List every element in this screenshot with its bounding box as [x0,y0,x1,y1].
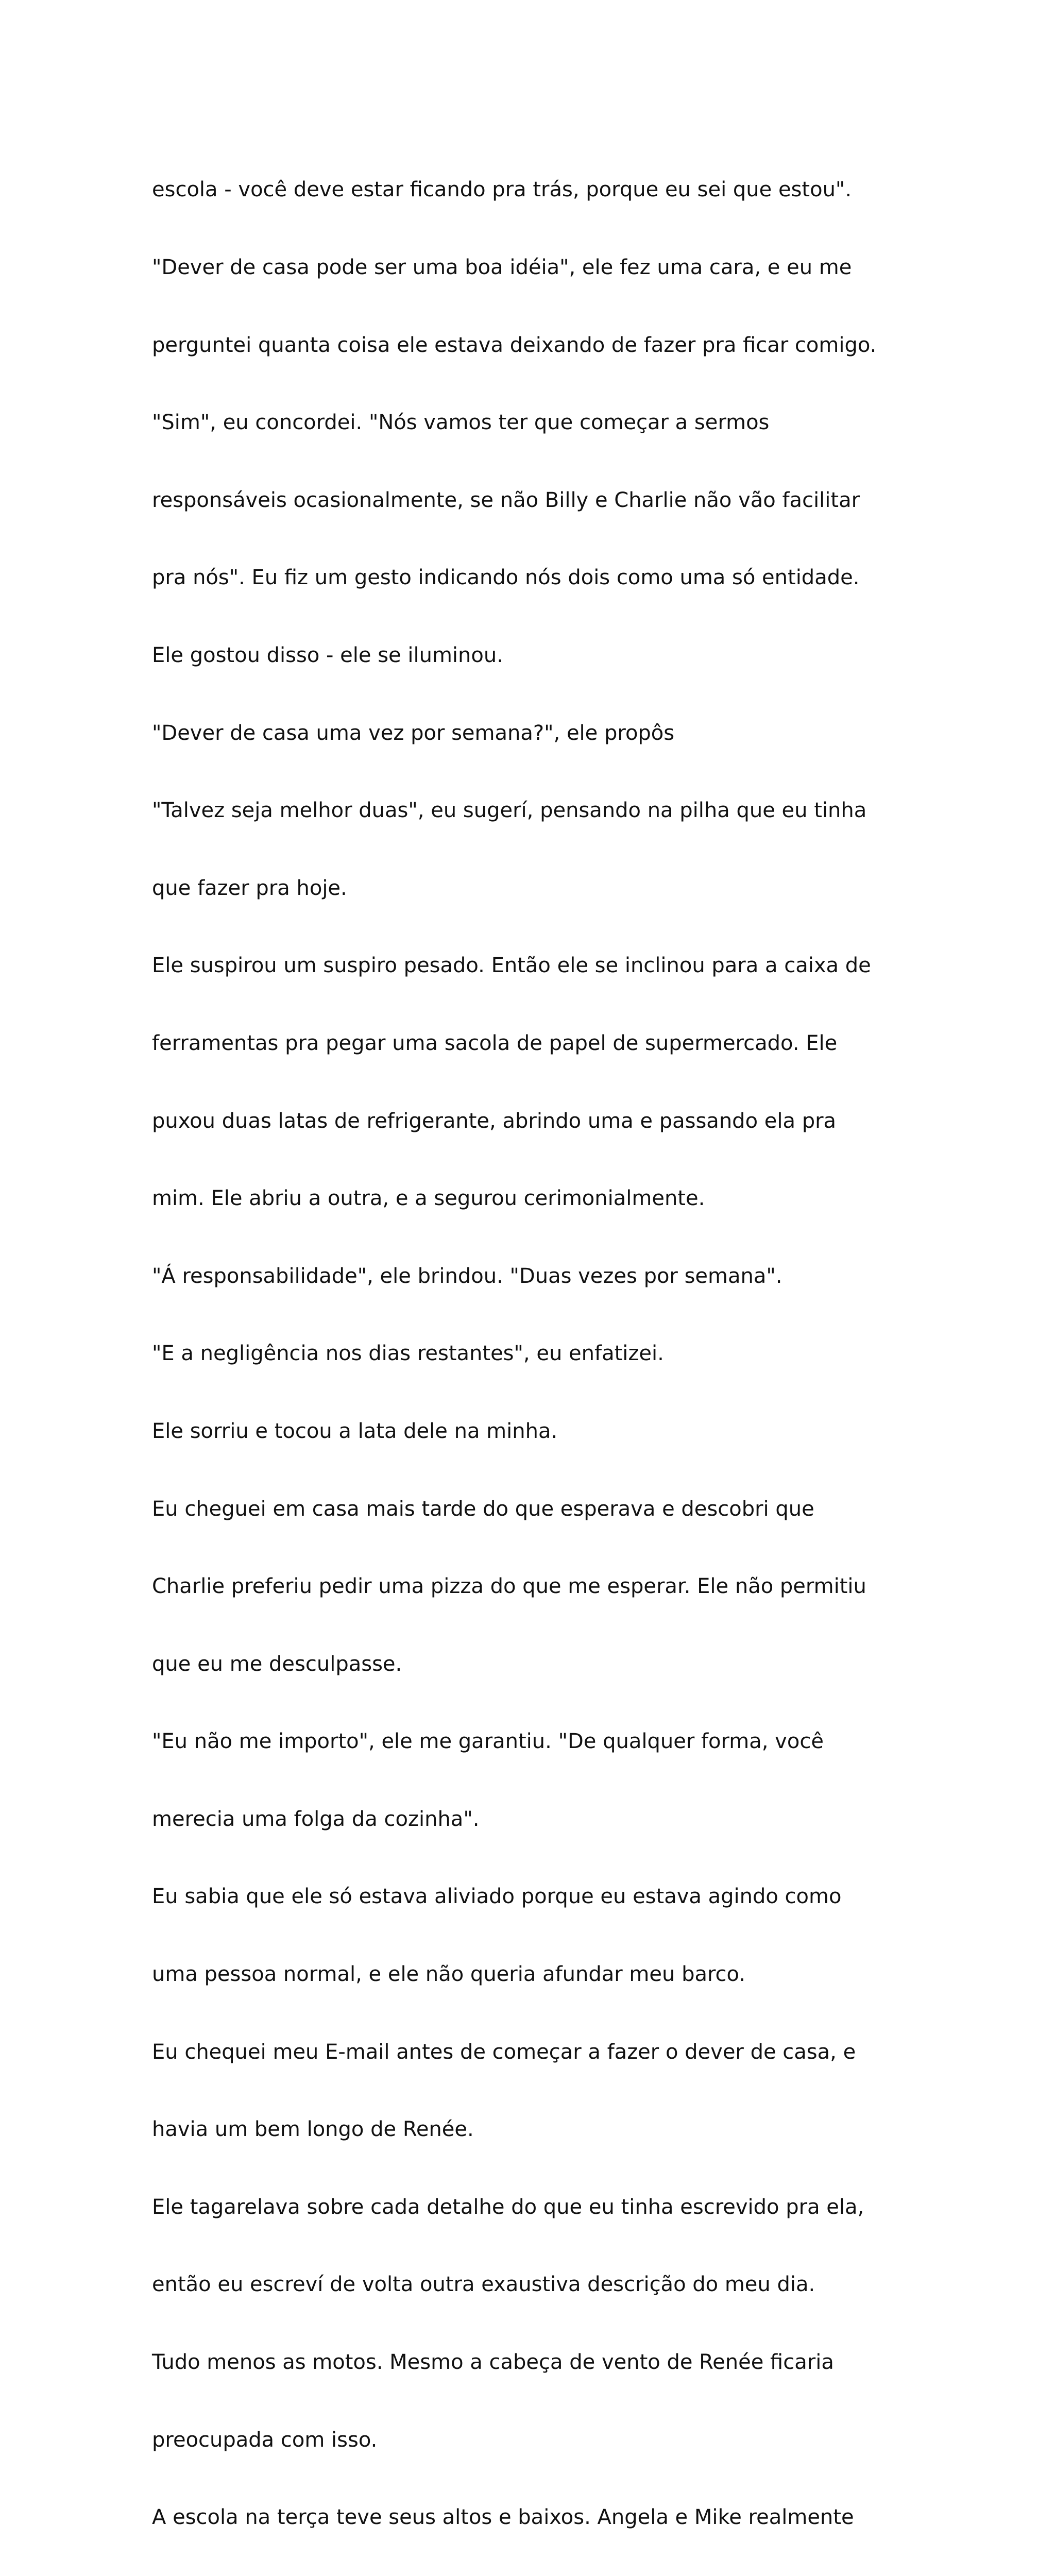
text-line: Eu cheguei em casa mais tarde do que esperava e descobri que [152,1497,814,1521]
text-line: puxou duas latas de refrigerante, abrindo uma e passando ela pra [152,1109,837,1133]
text-line: responsáveis ocasionalmente, se não Billy e Charlie não vão facilitar [152,488,860,512]
text-line: "Eu não me importo", ele me garantiu. "De qualquer forma, você [152,1730,824,1754]
text-line: pra nós". Eu fiz um gesto indicando nós dois como uma só entidade. [152,566,860,590]
text-line: Ele sorriu e tocou a lata dele na minha. [152,1419,558,1443]
text-line: Ele suspirou um suspiro pesado. Então ele se inclinou para a caixa de [152,954,871,978]
text-line: escola - você deve estar ficando pra trás, porque eu sei que estou". [152,178,852,202]
text-line: Ele gostou disso - ele se iluminou. [152,643,503,667]
text-line: havia um bem longo de Renée. [152,2117,474,2142]
text-line: "E a negligência nos dias restantes", eu enfatizei. [152,1342,664,1366]
text-line: "Dever de casa pode ser uma boa idéia", ele fez uma cara, e eu me [152,256,852,279]
text-line: Ele tagarelava sobre cada detalhe do que eu tinha escrevido pra ela, [152,2195,864,2219]
text-line: merecia uma folga da cozinha". [152,1807,480,1831]
text-line: Tudo menos as motos. Mesmo a cabeça de vento de Renée ficaria [152,2350,834,2375]
body-text [152,125,925,2576]
text-line: Eu chequei meu E-mail antes de começar a fazer o dever de casa, e [152,2040,856,2064]
text-line: Charlie preferiu pedir uma pizza do que me esperar. Ele não permitiu [152,1574,866,1599]
text-line: uma pessoa normal, e ele não queria afundar meu barco. [152,1962,746,1987]
text-line: ferramentas pra pegar uma sacola de papel de supermercado. Ele [152,1031,838,1055]
text-line: A escola na terça teve seus altos e baixos. Angela e Mike realmente [152,2505,854,2530]
text-line: mim. Ele abriu a outra, e a segurou cerimonialmente. [152,1187,705,1211]
text-line: "Talvez seja melhor duas", eu sugerí, pensando na pilha que eu tinha [152,799,867,823]
text-line: que eu me desculpasse. [152,1652,402,1676]
text-line: perguntei quanta coisa ele estava deixando de fazer pra ficar comigo. [152,333,877,357]
text-line: que fazer pra hoje. [152,876,347,900]
text-line: preocupada com isso. [152,2428,378,2452]
text-line: então eu escreví de volta outra exaustiva descrição do meu dia. [152,2273,815,2297]
text-line: Eu sabia que ele só estava aliviado porque eu estava agindo como [152,1885,842,1909]
text-line: "Á responsabilidade", ele brindou. "Duas vezes por semana". [152,1264,782,1288]
text-line: "Dever de casa uma vez por semana?", ele propôs [152,721,675,745]
text-line: "Sim", eu concordei. "Nós vamos ter que começar a sermos [152,411,770,435]
